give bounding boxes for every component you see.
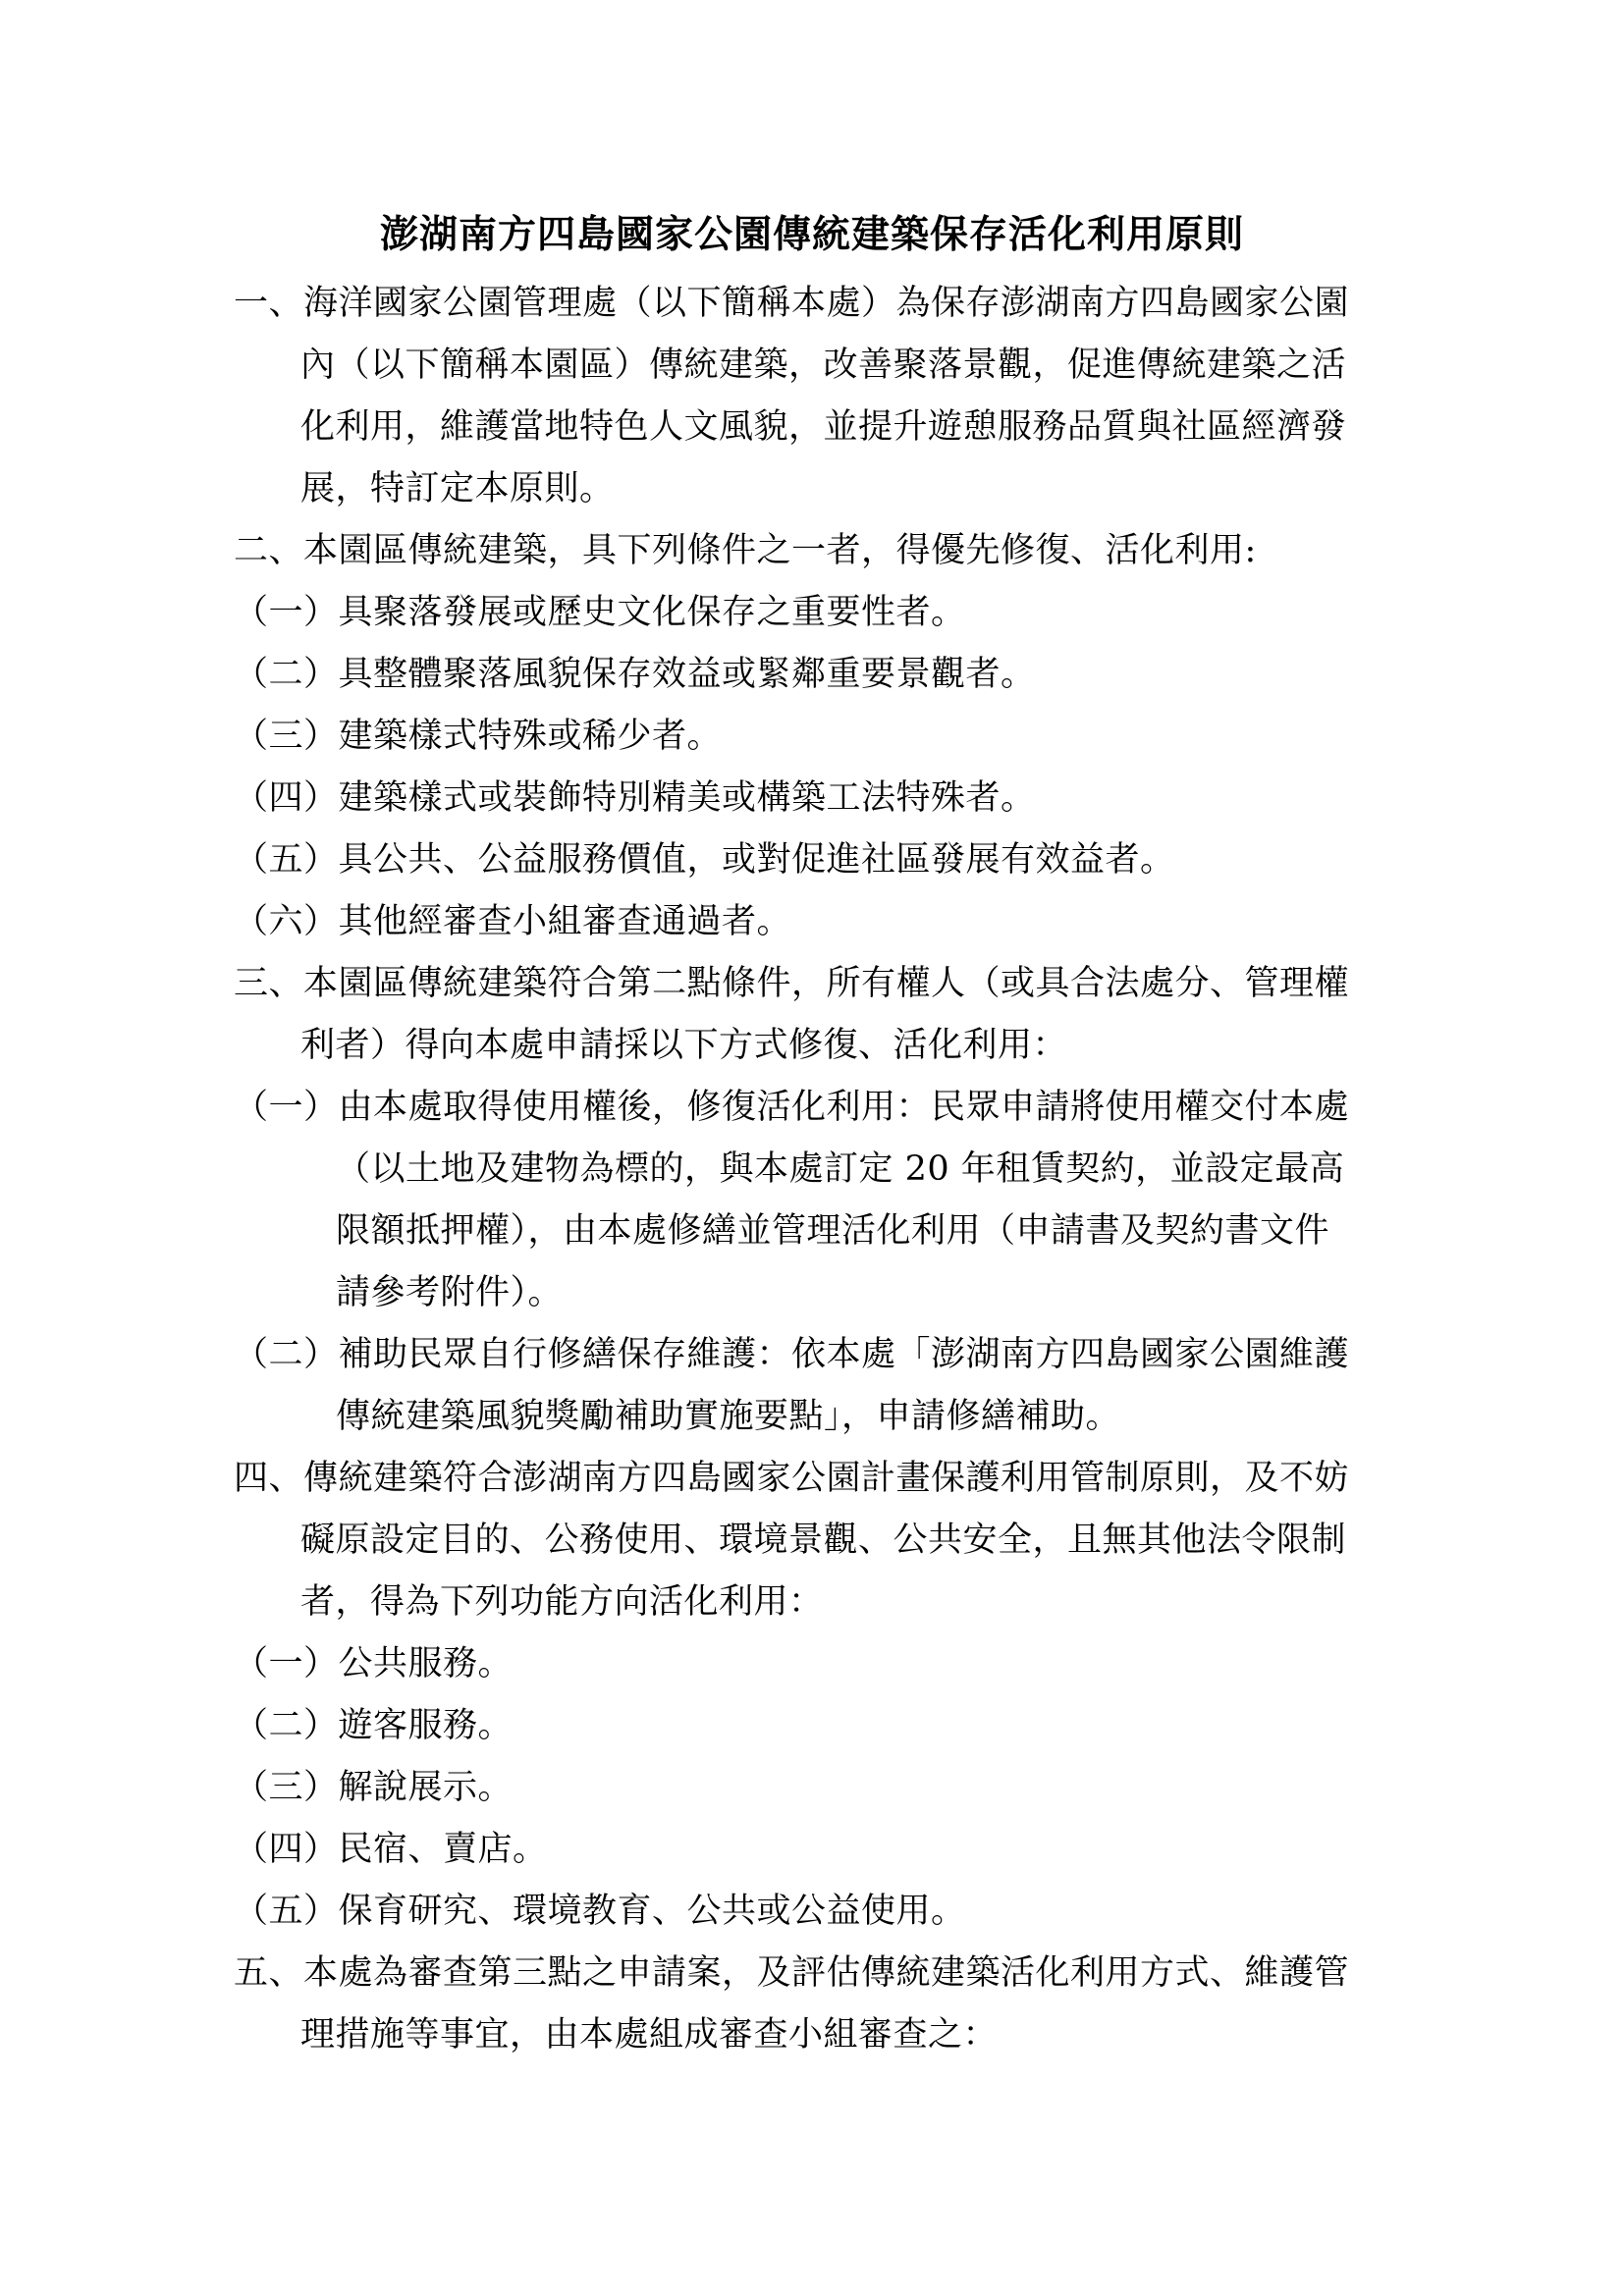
- list-item: （五）具公共、公益服務價值，或對促進社區發展有效益者。: [234, 840, 1175, 880]
- paragraph-line: 展，特訂定本原則。: [300, 469, 615, 508]
- list-item: （四）建築樣式或裝飾特別精美或構築工法特殊者。: [234, 778, 1036, 818]
- paragraph-line: 者，得為下列功能方向活化利用：: [300, 1582, 824, 1622]
- list-item: （一）由本處取得使用權後，修復活化利用：民眾申請將使用權交付本處: [234, 1088, 1350, 1127]
- paragraph-line: 礙原設定目的、公務使用、環境景觀、公共安全，且無其他法令限制: [300, 1521, 1347, 1560]
- paragraph-line: 化利用，維護當地特色人文風貌，並提升遊憩服務品質與社區經濟發: [300, 407, 1347, 447]
- document-title: 澎湖南方四島國家公園傳統建築保存活化利用原則: [379, 212, 1244, 257]
- list-item-continuation: 傳統建築風貌獎勵補助實施要點」，申請修繕補助。: [336, 1397, 1121, 1436]
- list-item: （二）具整體聚落風貌保存效益或緊鄰重要景觀者。: [234, 655, 1036, 694]
- list-item: （四）民宿、賣店。: [234, 1830, 548, 1869]
- paragraph-line: 三、本園區傳統建築符合第二點條件，所有權人（或具合法處分、管理權: [234, 964, 1350, 1003]
- list-item: （二）補助民眾自行修繕保存維護：依本處「澎湖南方四島國家公園維護: [234, 1335, 1350, 1374]
- list-item: （二）遊客服務。: [234, 1706, 514, 1745]
- list-item: （五）保育研究、環境教育、公共或公益使用。: [234, 1892, 966, 1931]
- list-item: （六）其他經審查小組審查通過者。: [234, 902, 792, 941]
- paragraph-line: 五、本處為審查第三點之申請案，及評估傳統建築活化利用方式、維護管: [234, 1953, 1350, 1993]
- list-item: （一）公共服務。: [234, 1644, 514, 1683]
- list-item: （三）解說展示。: [234, 1768, 514, 1807]
- list-item-continuation: （以土地及建物為標的，與本處訂定 20 年租賃契約，並設定最高: [336, 1149, 1345, 1189]
- paragraph-line: 二、本園區傳統建築，具下列條件之一者，得優先修復、活化利用:: [234, 531, 1257, 570]
- list-item: （一）具聚落發展或歷史文化保存之重要性者。: [234, 593, 966, 632]
- list-item: （三）建築樣式特殊或稀少者。: [234, 717, 723, 756]
- paragraph-line: 一、海洋國家公園管理處（以下簡稱本處）為保存澎湖南方四島國家公園: [234, 284, 1350, 323]
- list-item-continuation: 請參考附件）。: [336, 1273, 564, 1312]
- paragraph-line: 四、傳統建築符合澎湖南方四島國家公園計畫保護利用管制原則，及不妨: [234, 1459, 1350, 1498]
- list-item-continuation: 限額抵押權），由本處修繕並管理活化利用（申請書及契約書文件: [336, 1211, 1330, 1251]
- paragraph-line: 理措施等事宜，由本處組成審查小組審查之：: [300, 2015, 999, 2055]
- paragraph-line: 內（以下簡稱本園區）傳統建築，改善聚落景觀，促進傳統建築之活: [300, 346, 1347, 385]
- paragraph-line: 利者）得向本處申請採以下方式修復、活化利用：: [300, 1026, 1068, 1065]
